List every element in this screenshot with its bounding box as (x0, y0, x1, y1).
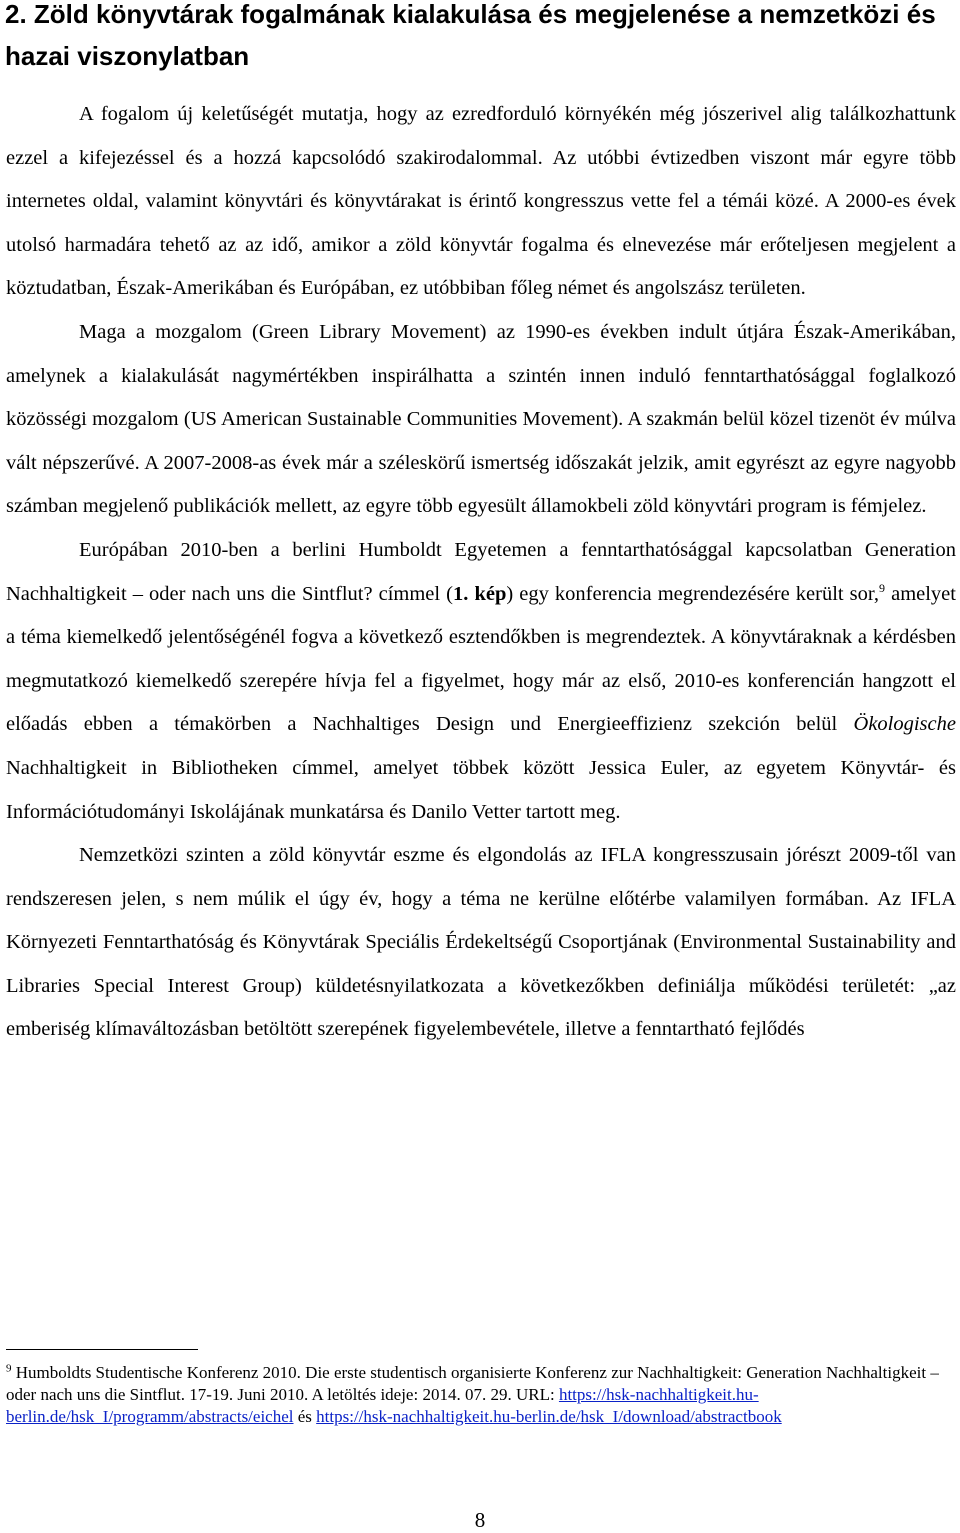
italic-title: Ökologische (853, 713, 956, 736)
footnote-reference: 9 (879, 580, 886, 595)
footnote-text: Humboldts Studentische Konferenz 2010. Die erste studentisch organisierte Konferenz zur Nachhaltigkeit: Generation Nachhaltigkeit – oder nach uns die Sintflut. 17-19. Juni 2010. A letöltés ideje: 2014. 07. 29. URL: (6, 1363, 939, 1404)
paragraph-3-text-a: Európában 2010-ben a berlini Humboldt Egyetemen a fenntarthatósággal kapcsolatban Generation Nachhaltigkeit – oder nach uns die Sintflut? címmel ( (6, 538, 956, 605)
paragraph-2: Maga a mozgalom (Green Library Movement) az 1990-es években indult útjára Észak-Amerikában, amelynek a kialakulását nagymértékben inspirálhatta a szintén innen induló fenntarthatósággal foglalkozó közösségi mozgalom (US American Sustainable Communities Movement). A szakmán belül közel tizenöt év múlva vált népszerűvé. A 2007-2008-as évek már a széleskörű ismertség időszakát jelzik, amit egyrészt az egyre nagyobb számban megjelenő publikációk mellett, az egyre több egyesült államokbeli zöld könyvtári program is fémjelez. (6, 320, 956, 518)
footnote-separator (6, 1349, 198, 1350)
paragraph-3 (6, 529, 956, 834)
section-heading: 2. Zöld könyvtárak fogalmának kialakulása és megjelenése a nemzetközi és hazai viszonylatban (5, 0, 936, 71)
paragraph-4: Nemzetközi szinten a zöld könyvtár eszme és elgondolás az IFLA kongresszusain jórészt 2009-től van rendszeresen jelen, s nem múlik el úgy év, hogy a téma ne kerülne előtérbe valamilyen formában. Az IFLA Környezeti Fenntarthatóság és Könyvtárak Speciális Érdekeltségű Csoportjának (Environmental Sustainability and Libraries Special Interest Group) küldetésnyilatkozata a következőkben definiálja működési területét: „az emberiség klímaváltozásban betöltött szerepének figyelembevétele, illetve a fenntartható fejlődés (6, 844, 956, 1041)
image-reference: 1. kép (453, 582, 507, 605)
paragraph-3-text-c: amelyet a téma kiemelkedő jelentőségénél fogva a következő esztendőkben is megrendeztek. A könyvtáraknak a kérdésben megmutatkozó kiemelkedő szerepére hívja fel a figyelmet, hogy már az első, 2010-es konferencián hangzott el előadás ebben a témakörben a Nachhaltiges Design und Energieeffizienz szekción belül (6, 582, 956, 736)
footnote-link-2[interactable]: https://hsk-nachhaltigkeit.hu-berlin.de/hsk_I/download/abstractbook (316, 1407, 782, 1426)
footnote-number: 9 (6, 1362, 12, 1375)
footnote-conjunction: és (293, 1407, 317, 1426)
page-number: 8 (474, 1508, 486, 1532)
footnote (6, 1362, 956, 1428)
footnote-link-1[interactable]: https://hsk-nachhaltigkeit.hu-berlin.de/hsk_I/programm/abstracts/eichel (6, 1385, 759, 1426)
paragraph-1: A fogalom új keletűségét mutatja, hogy az ezredforduló környékén még jószerivel alig találkozhattunk ezzel a kifejezéssel és a hozzá kapcsolódó szakirodalommal. Az utóbbi évtizedben viszont már egyre több internetes oldal, valamint könyvtári és könyvtárakat is érintő kongresszus vette fel a témái közé. A 2000-es évek utolsó harmadára tehető az az idő, amikor a zöld könyvtár fogalma és elnevezése már erőteljesen megjelent a köztudatban, Észak-Amerikában és Európában, ez utóbbiban főleg német és angolszász területen. (6, 103, 956, 300)
body-text (6, 93, 956, 1052)
paragraph-3-text-b: ) egy konferencia megrendezésére került sor, (506, 582, 880, 605)
paragraph-3-text-d: Nachhaltigkeit in Bibliotheken címmel, amelyet többek között Jessica Euler, az egyetem Könyvtár- és Információtudományi Iskolájának munkatársa és Danilo Vetter tartott meg. (6, 756, 956, 823)
